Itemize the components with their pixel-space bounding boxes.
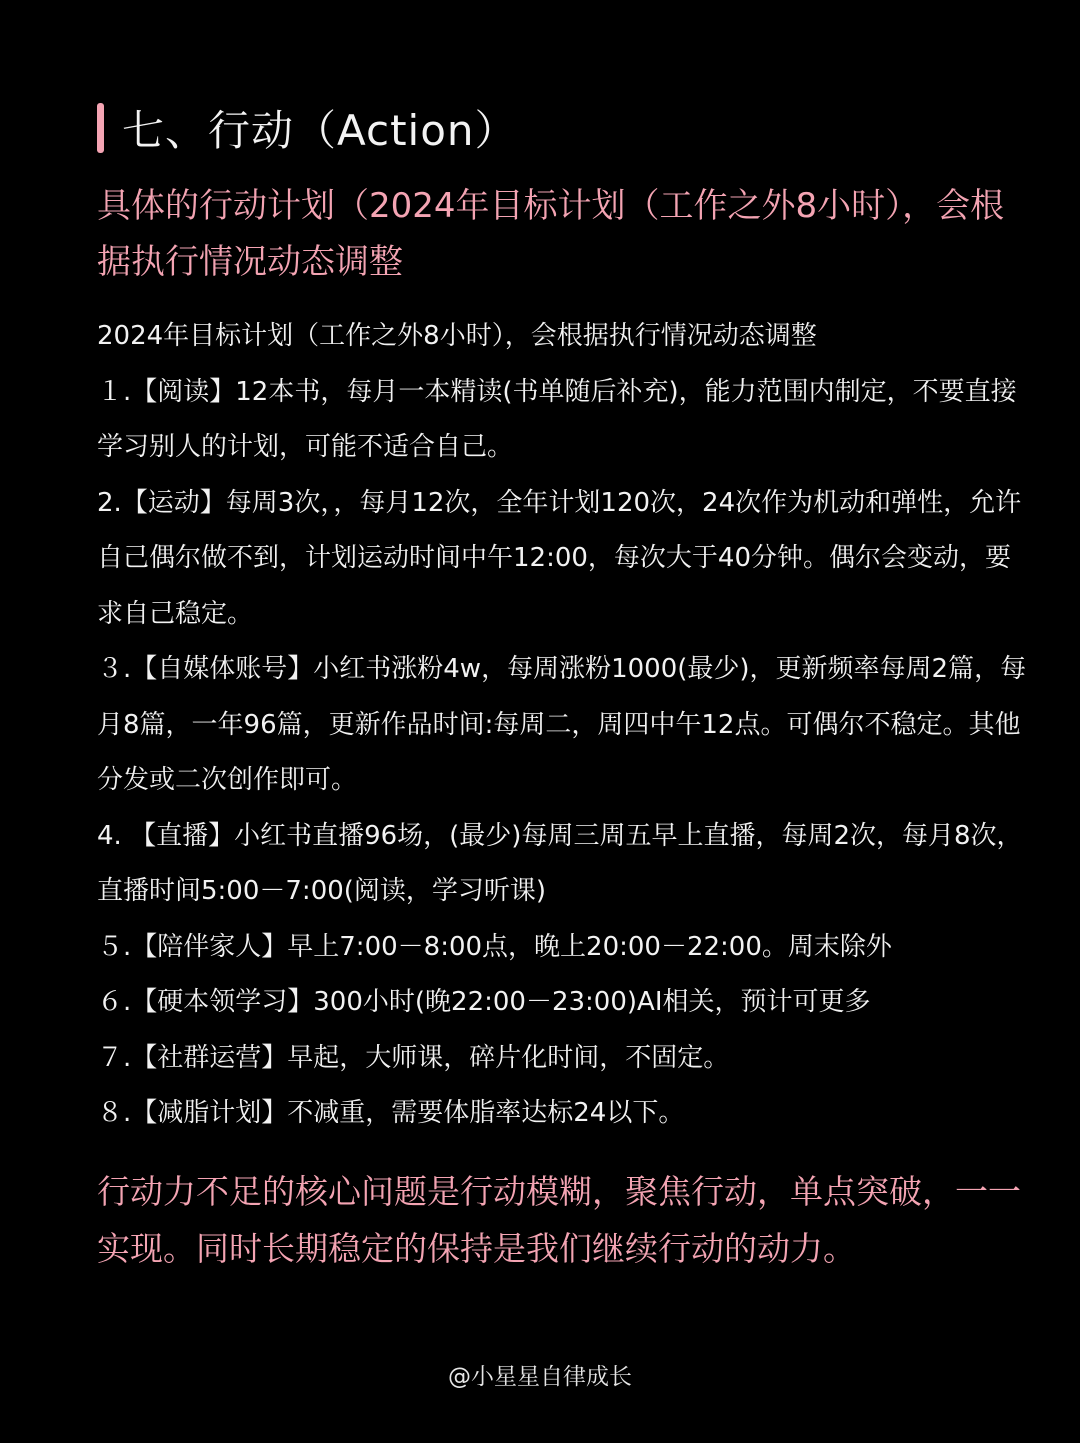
plan-item-media-account: ３.【自媒体账号】小红书涨粉4w，每周涨粉1000(最少)，更新频率每周2篇，每月8篇，一年96篇，更新作品时间:每周二，周四中午12点。可偶尔不稳定。其他分发或二次创作即可。 [97,654,1027,795]
section-title: 七、行动（Action） [122,106,518,155]
footer-credit: @小星星自律成长 [448,1364,632,1390]
plan-heading: 2024年目标计划（工作之外8小时），会根据执行情况动态调整 [97,321,817,351]
header-accent-bar [97,103,104,153]
plan-item-skill-learning: ６.【硬本领学习】300小时(晚22:00－23:00)AI相关，预计可更多 [97,987,871,1017]
plan-item-exercise: 2.【运动】每周3次，，每月12次，全年计划120次，24次作为机动和弹性，允许自己偶尔做不到，计划运动时间中午12:00，每次大于40分钟。偶尔会变动，要求自己稳定。 [97,487,1022,629]
plan-block [97,309,1027,1142]
plan-item-fat-loss: ８.【减脂计划】不减重，需要体脂率达标24以下。 [97,1098,685,1128]
plan-item-reading: １.【阅读】12本书，每月一本精读(书单随后补充)，能力范围内制定，不要直接学习别人的计划，可能不适合自己。 [97,376,1017,462]
conclusion: 行动力不足的核心问题是行动模糊，聚焦行动，单点突破，一一实现。同时长期稳定的保持是我们继续行动的动力。 [97,1172,1021,1268]
section-header [97,98,518,158]
plan-item-livestream: 4. 【直播】小红书直播96场，(最少)每周三周五早上直播，每周2次，每月8次，直播时间5:00－7:00(阅读，学习听课) [97,820,1023,906]
plan-item-family: ５.【陪伴家人】早上7:00－8:00点，晚上20:00－22:00。周末除外 [97,931,892,962]
subtitle: 具体的行动计划（2024年目标计划（工作之外8小时），会根据执行情况动态调整 [97,186,1005,282]
plan-item-community: ７.【社群运营】早起，大师课，碎片化时间，不固定。 [97,1042,730,1073]
